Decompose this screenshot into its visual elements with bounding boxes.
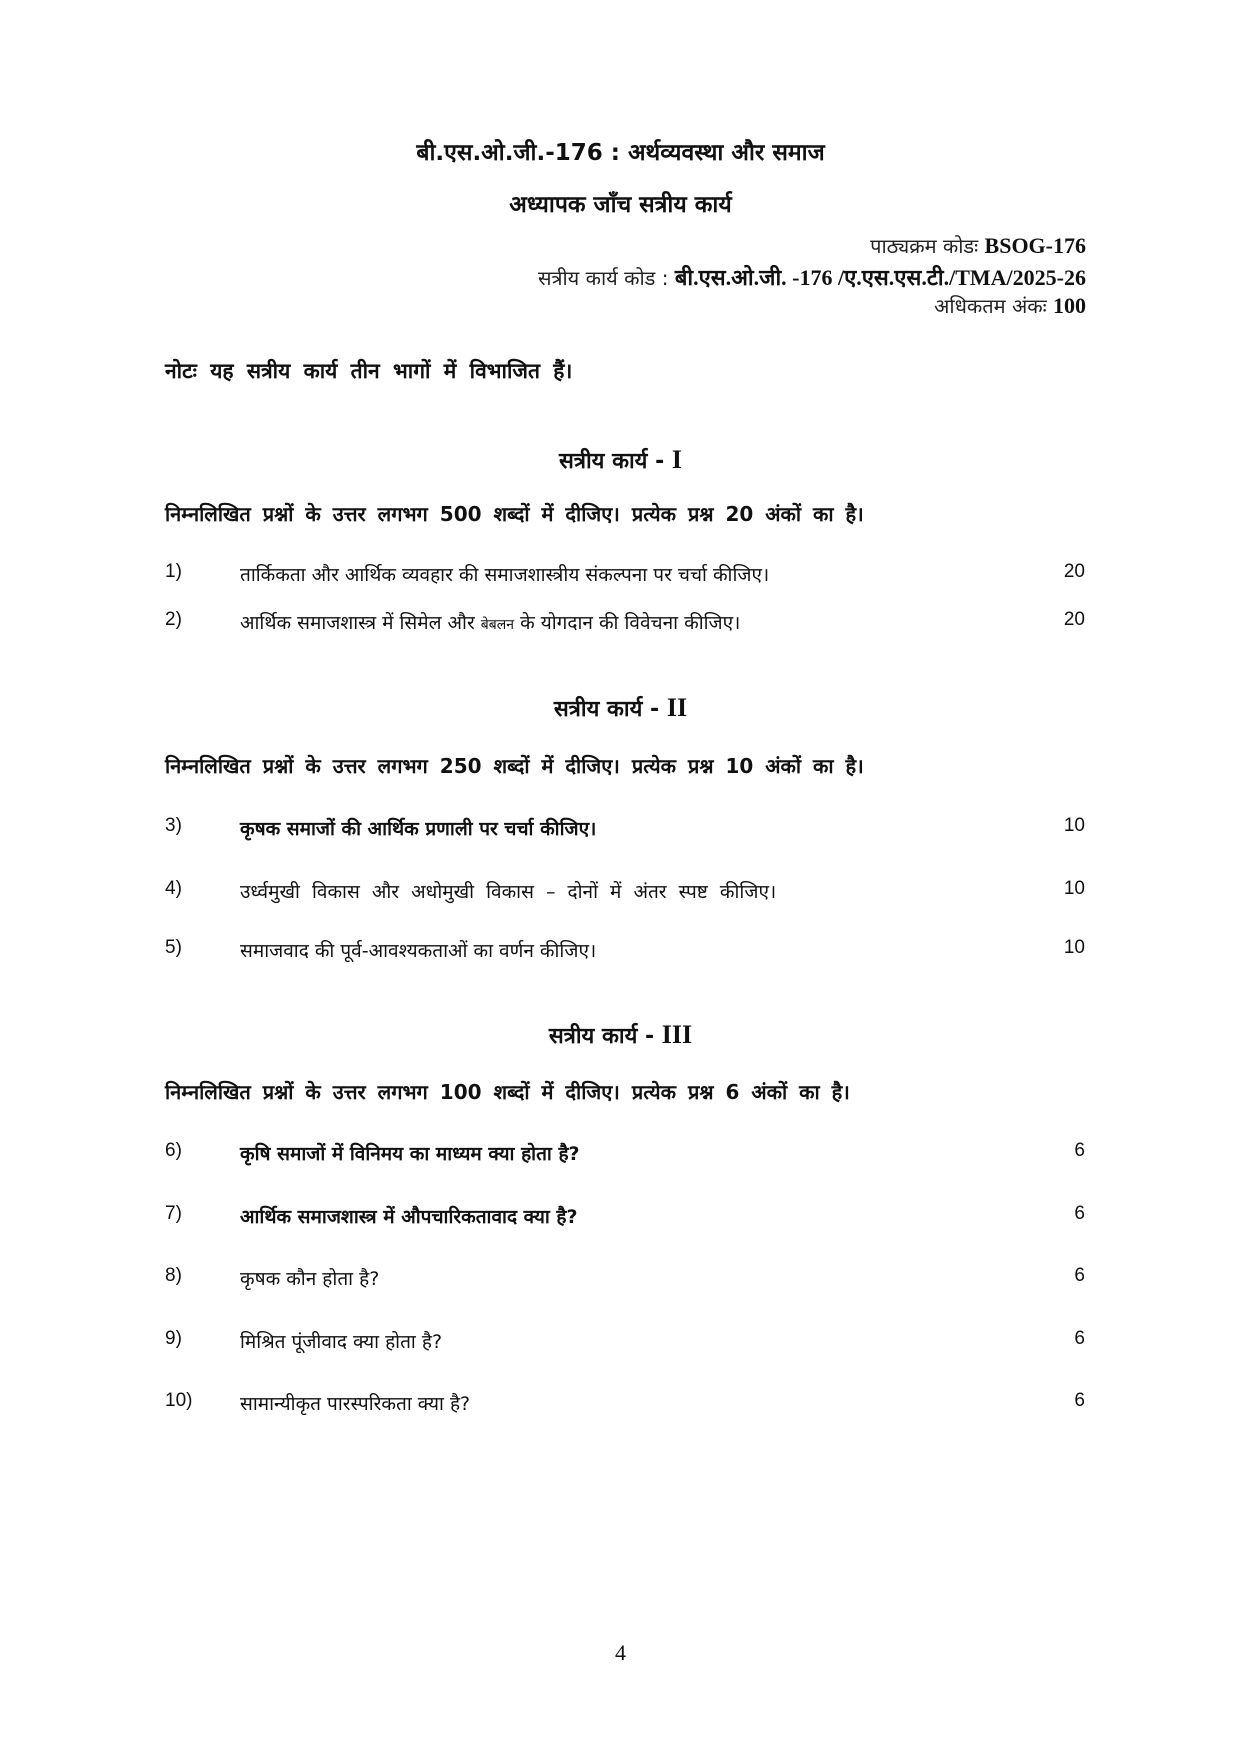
question-number: 2): [165, 609, 182, 630]
question-text: कृषक समाजों की आर्थिक प्रणाली पर चर्चा कीजिए।: [240, 818, 597, 840]
question-row: [165, 878, 1085, 910]
course-code-label: पाठ्यक्रम कोडः: [870, 234, 979, 258]
page-number: 4: [615, 1640, 626, 1665]
assignment-code-value: बी.एस.ओ.जी. -176 /ए.एस.एस.टी./TMA/2025-26: [674, 265, 1086, 290]
section-heading-roman: I: [671, 445, 683, 474]
question-text: आर्थिक समाजशास्त्र में सिमेल और बेबलन के योगदान की विवेचना कीजिए।: [240, 612, 741, 634]
max-marks: [934, 292, 1086, 319]
section-heading-2: [0, 693, 1241, 723]
question-row: [165, 1203, 1085, 1235]
question-row: [165, 1265, 1085, 1297]
question-marks: 10: [1063, 937, 1085, 958]
section-heading-prefix: सत्रीय कार्य -: [548, 1024, 655, 1049]
question-number: 6): [165, 1140, 182, 1161]
question-number: 3): [165, 815, 182, 836]
document-title: बी.एस.ओ.जी.-176 : अर्थव्यवस्था और समाज: [416, 140, 825, 166]
question-marks: 20: [1063, 609, 1085, 630]
question-number: 10): [165, 1390, 193, 1411]
question-text: कृषि समाजों में विनिमय का माध्यम क्या होता है?: [240, 1143, 580, 1165]
question-number: 9): [165, 1328, 182, 1349]
note: नोटः यह सत्रीय कार्य तीन भागों में विभाजित हैं।: [165, 359, 573, 383]
assignment-code-label: सत्रीय कार्य कोड :: [537, 266, 669, 290]
section-instruction-1: निम्नलिखित प्रश्नों के उत्तर लगभग 500 शब्दों में दीजिए। प्रत्येक प्रश्न 20 अंकों का है।: [165, 502, 864, 526]
question-marks: 10: [1063, 815, 1085, 836]
section-heading-prefix: सत्रीय कार्य -: [558, 449, 665, 474]
max-marks-label: अधिकतम अंकः: [934, 294, 1047, 318]
course-code: [870, 232, 1086, 259]
question-marks: 6: [1074, 1390, 1085, 1411]
section-instruction-3: निम्नलिखित प्रश्नों के उत्तर लगभग 100 शब्दों में दीजिए। प्रत्येक प्रश्न 6 अंकों का है।: [165, 1080, 850, 1104]
question-marks: 6: [1074, 1328, 1085, 1349]
question-marks: 10: [1063, 878, 1085, 899]
max-marks-value: 100: [1053, 293, 1086, 318]
question-row: [165, 1390, 1085, 1422]
assignment-code: [538, 262, 1086, 292]
question-text: कृषक कौन होता है?: [240, 1268, 380, 1290]
course-code-value: BSOG-176: [984, 233, 1086, 258]
question-marks: 20: [1063, 561, 1085, 582]
question-number: 1): [165, 561, 182, 582]
question-number: 4): [165, 878, 182, 899]
question-marks: 6: [1074, 1140, 1085, 1161]
question-text: मिश्रित पूंजीवाद क्या होता है?: [240, 1331, 443, 1353]
document-subtitle: अध्यापक जाँच सत्रीय कार्य: [509, 192, 732, 218]
question-row: [165, 1328, 1085, 1360]
section-heading-roman: III: [661, 1020, 693, 1049]
section-heading-prefix: सत्रीय कार्य -: [553, 697, 660, 722]
question-marks: 6: [1074, 1265, 1085, 1286]
section-instruction-2: निम्नलिखित प्रश्नों के उत्तर लगभग 250 शब्दों में दीजिए। प्रत्येक प्रश्न 10 अंकों का है।: [165, 754, 864, 778]
question-text: उर्ध्वमुखी विकास और अधोमुखी विकास – दोनों में अंतर स्पष्ट कीजिए।: [240, 881, 777, 903]
question-row: [165, 1140, 1085, 1172]
section-heading-1: [0, 445, 1241, 475]
question-text: तार्किकता और आर्थिक व्यवहार की समाजशास्त्रीय संकल्पना पर चर्चा कीजिए।: [240, 564, 770, 586]
question-text: समाजवाद की पूर्व-आवश्यकताओं का वर्णन कीजिए।: [240, 940, 597, 962]
question-text: आर्थिक समाजशास्त्र में औपचारिकतावाद क्या है?: [240, 1206, 578, 1228]
question-row: [165, 815, 1085, 847]
section-heading-3: [0, 1020, 1241, 1050]
question-number: 7): [165, 1203, 182, 1224]
question-row: [165, 937, 1085, 969]
question-number: 8): [165, 1265, 182, 1286]
question-marks: 6: [1074, 1203, 1085, 1224]
section-heading-roman: II: [666, 693, 688, 722]
question-text: सामान्यीकृत पारस्परिकता क्या है?: [240, 1393, 471, 1415]
question-number: 5): [165, 937, 182, 958]
question-row: [165, 561, 1085, 593]
question-row: [165, 609, 1085, 641]
